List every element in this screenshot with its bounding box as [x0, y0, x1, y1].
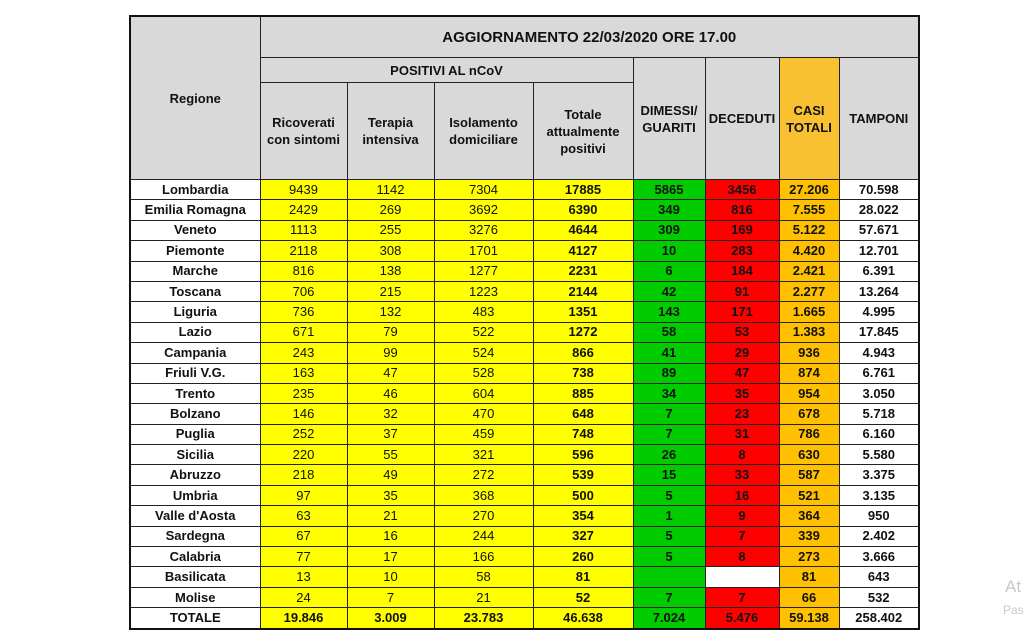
cell-isolamento: 270: [434, 506, 533, 526]
cell-terapia: 37: [347, 424, 434, 444]
cell-tamponi: 12.701: [839, 241, 919, 261]
table-row: [130, 547, 919, 567]
cell-deceduti: 184: [705, 261, 779, 281]
cell-isolamento: 528: [434, 363, 533, 383]
cell-totale-positivi: 6390: [533, 200, 633, 220]
cell-totale-positivi: 648: [533, 404, 633, 424]
cell-dimessi: 15: [633, 465, 705, 485]
cell-terapia: 7: [347, 587, 434, 607]
cell-casi-totali: 7.555: [779, 200, 839, 220]
cell-terapia: 255: [347, 220, 434, 240]
table-row: [130, 567, 919, 587]
total-tamponi: 258.402: [839, 608, 919, 630]
cell-terapia: 138: [347, 261, 434, 281]
total-ricoverati: 19.846: [260, 608, 347, 630]
cell-tamponi: 70.598: [839, 180, 919, 200]
cell-ricoverati: 97: [260, 485, 347, 505]
cell-deceduti: [705, 567, 779, 587]
cell-casi-totali: 27.206: [779, 180, 839, 200]
cell-regione: Molise: [130, 587, 260, 607]
header-tamponi: TAMPONI: [839, 58, 919, 180]
cell-ricoverati: 9439: [260, 180, 347, 200]
cell-casi-totali: 5.122: [779, 220, 839, 240]
cell-tamponi: 6.761: [839, 363, 919, 383]
cell-totale-positivi: 260: [533, 547, 633, 567]
cell-terapia: 10: [347, 567, 434, 587]
cell-ricoverati: 13: [260, 567, 347, 587]
cell-dimessi: 309: [633, 220, 705, 240]
cell-regione: Sicilia: [130, 445, 260, 465]
cell-tamponi: 5.718: [839, 404, 919, 424]
cell-dimessi: 34: [633, 383, 705, 403]
cell-ricoverati: 77: [260, 547, 347, 567]
cell-tamponi: 4.995: [839, 302, 919, 322]
cell-totale-positivi: 866: [533, 343, 633, 363]
cell-deceduti: 7: [705, 526, 779, 546]
cell-regione: Trento: [130, 383, 260, 403]
cell-terapia: 79: [347, 322, 434, 342]
cell-dimessi: 6: [633, 261, 705, 281]
cell-deceduti: 29: [705, 343, 779, 363]
cell-ricoverati: 243: [260, 343, 347, 363]
cell-casi-totali: 630: [779, 445, 839, 465]
cell-deceduti: 169: [705, 220, 779, 240]
total-casi-totali: 59.138: [779, 608, 839, 630]
cell-deceduti: 8: [705, 445, 779, 465]
cell-terapia: 17: [347, 547, 434, 567]
cell-deceduti: 35: [705, 383, 779, 403]
cell-regione: Toscana: [130, 281, 260, 301]
cell-ricoverati: 736: [260, 302, 347, 322]
cell-casi-totali: 4.420: [779, 241, 839, 261]
totals-row: [130, 608, 919, 630]
table-row: [130, 180, 919, 200]
cell-ricoverati: 1113: [260, 220, 347, 240]
cell-totale-positivi: 596: [533, 445, 633, 465]
cell-isolamento: 459: [434, 424, 533, 444]
table-row: [130, 200, 919, 220]
cell-isolamento: 21: [434, 587, 533, 607]
cell-isolamento: 58: [434, 567, 533, 587]
cell-dimessi: 5: [633, 485, 705, 505]
cell-casi-totali: 2.421: [779, 261, 839, 281]
cell-totale-positivi: 17885: [533, 180, 633, 200]
cell-isolamento: 272: [434, 465, 533, 485]
cell-tamponi: 532: [839, 587, 919, 607]
total-totale-positivi: 46.638: [533, 608, 633, 630]
cell-deceduti: 16: [705, 485, 779, 505]
cell-totale-positivi: 4127: [533, 241, 633, 261]
cell-terapia: 21: [347, 506, 434, 526]
cell-terapia: 308: [347, 241, 434, 261]
cell-dimessi: 26: [633, 445, 705, 465]
cell-ricoverati: 218: [260, 465, 347, 485]
cell-dimessi: 41: [633, 343, 705, 363]
total-regione: TOTALE: [130, 608, 260, 630]
covid-table-container: [129, 15, 920, 630]
table-row: [130, 587, 919, 607]
total-terapia: 3.009: [347, 608, 434, 630]
cell-isolamento: 244: [434, 526, 533, 546]
cell-regione: Veneto: [130, 220, 260, 240]
header-ricoverati: Ricoverati con sintomi: [260, 83, 347, 180]
cell-dimessi: 89: [633, 363, 705, 383]
cell-totale-positivi: 885: [533, 383, 633, 403]
cell-terapia: 47: [347, 363, 434, 383]
cell-casi-totali: 587: [779, 465, 839, 485]
cell-tamponi: 3.375: [839, 465, 919, 485]
cell-terapia: 215: [347, 281, 434, 301]
cell-deceduti: 53: [705, 322, 779, 342]
cell-regione: Basilicata: [130, 567, 260, 587]
cell-totale-positivi: 4644: [533, 220, 633, 240]
cell-isolamento: 470: [434, 404, 533, 424]
cell-regione: Piemonte: [130, 241, 260, 261]
cell-casi-totali: 521: [779, 485, 839, 505]
cell-deceduti: 9: [705, 506, 779, 526]
cell-tamponi: 6.391: [839, 261, 919, 281]
cell-terapia: 132: [347, 302, 434, 322]
header-positivi: POSITIVI AL nCoV: [260, 58, 633, 83]
cell-isolamento: 522: [434, 322, 533, 342]
cell-casi-totali: 2.277: [779, 281, 839, 301]
update-title: AGGIORNAMENTO 22/03/2020 ORE 17.00: [260, 16, 919, 58]
cell-dimessi: 349: [633, 200, 705, 220]
cell-tamponi: 3.666: [839, 547, 919, 567]
cell-totale-positivi: 738: [533, 363, 633, 383]
table-row: [130, 363, 919, 383]
cell-ricoverati: 235: [260, 383, 347, 403]
cell-regione: Umbria: [130, 485, 260, 505]
cell-regione: Puglia: [130, 424, 260, 444]
cell-casi-totali: 936: [779, 343, 839, 363]
cell-tamponi: 3.050: [839, 383, 919, 403]
cell-regione: Valle d'Aosta: [130, 506, 260, 526]
cell-regione: Calabria: [130, 547, 260, 567]
cell-deceduti: 23: [705, 404, 779, 424]
table-row: [130, 465, 919, 485]
cell-dimessi: 5865: [633, 180, 705, 200]
cell-dimessi: 5: [633, 547, 705, 567]
cell-totale-positivi: 1272: [533, 322, 633, 342]
watermark-line1: At: [1005, 577, 1022, 596]
cell-terapia: 32: [347, 404, 434, 424]
cell-ricoverati: 24: [260, 587, 347, 607]
cell-ricoverati: 671: [260, 322, 347, 342]
cell-dimessi: 7: [633, 424, 705, 444]
table-row: [130, 281, 919, 301]
cell-isolamento: 483: [434, 302, 533, 322]
cell-isolamento: 1277: [434, 261, 533, 281]
cell-tamponi: 6.160: [839, 424, 919, 444]
cell-terapia: 99: [347, 343, 434, 363]
cell-ricoverati: 63: [260, 506, 347, 526]
cell-ricoverati: 706: [260, 281, 347, 301]
header-deceduti: DECEDUTI: [705, 58, 779, 180]
cell-regione: Sardegna: [130, 526, 260, 546]
cell-ricoverati: 146: [260, 404, 347, 424]
header-casi-totali: CASI TOTALI: [779, 58, 839, 180]
cell-isolamento: 1223: [434, 281, 533, 301]
cell-totale-positivi: 52: [533, 587, 633, 607]
header-totale-positivi: Totale attualmente positivi: [533, 83, 633, 180]
cell-casi-totali: 66: [779, 587, 839, 607]
cell-totale-positivi: 354: [533, 506, 633, 526]
table-row: [130, 424, 919, 444]
cell-tamponi: 2.402: [839, 526, 919, 546]
cell-deceduti: 7: [705, 587, 779, 607]
cell-regione: Lazio: [130, 322, 260, 342]
table-row: [130, 506, 919, 526]
header-dimessi: DIMESSI/ GUARITI: [633, 58, 705, 180]
cell-regione: Emilia Romagna: [130, 200, 260, 220]
cell-isolamento: 1701: [434, 241, 533, 261]
cell-deceduti: 283: [705, 241, 779, 261]
cell-casi-totali: 874: [779, 363, 839, 383]
cell-casi-totali: 954: [779, 383, 839, 403]
table-row: [130, 220, 919, 240]
cell-deceduti: 47: [705, 363, 779, 383]
table-row: [130, 404, 919, 424]
cell-isolamento: 604: [434, 383, 533, 403]
cell-isolamento: 3692: [434, 200, 533, 220]
cell-casi-totali: 81: [779, 567, 839, 587]
cell-regione: Liguria: [130, 302, 260, 322]
table-row: [130, 261, 919, 281]
cell-dimessi: 143: [633, 302, 705, 322]
cell-totale-positivi: 2144: [533, 281, 633, 301]
cell-dimessi: 7: [633, 404, 705, 424]
header-terapia: Terapia intensiva: [347, 83, 434, 180]
cell-ricoverati: 2118: [260, 241, 347, 261]
cell-regione: Bolzano: [130, 404, 260, 424]
cell-totale-positivi: 327: [533, 526, 633, 546]
table-row: [130, 343, 919, 363]
cell-totale-positivi: 1351: [533, 302, 633, 322]
cell-terapia: 16: [347, 526, 434, 546]
cell-isolamento: 321: [434, 445, 533, 465]
table-row: [130, 526, 919, 546]
cell-casi-totali: 1.665: [779, 302, 839, 322]
cell-casi-totali: 786: [779, 424, 839, 444]
cell-regione: Abruzzo: [130, 465, 260, 485]
total-dimessi: 7.024: [633, 608, 705, 630]
cell-ricoverati: 163: [260, 363, 347, 383]
cell-deceduti: 31: [705, 424, 779, 444]
table-row: [130, 322, 919, 342]
watermark-line2: Pas: [1003, 603, 1024, 617]
total-deceduti: 5.476: [705, 608, 779, 630]
cell-terapia: 55: [347, 445, 434, 465]
cell-tamponi: 13.264: [839, 281, 919, 301]
cell-terapia: 269: [347, 200, 434, 220]
cell-terapia: 49: [347, 465, 434, 485]
cell-deceduti: 8: [705, 547, 779, 567]
cell-deceduti: 816: [705, 200, 779, 220]
cell-casi-totali: 339: [779, 526, 839, 546]
cell-casi-totali: 678: [779, 404, 839, 424]
cell-tamponi: 950: [839, 506, 919, 526]
table-row: [130, 383, 919, 403]
cell-tamponi: 5.580: [839, 445, 919, 465]
cell-ricoverati: 220: [260, 445, 347, 465]
cell-dimessi: [633, 567, 705, 587]
cell-regione: Marche: [130, 261, 260, 281]
cell-terapia: 46: [347, 383, 434, 403]
table-row: [130, 302, 919, 322]
cell-tamponi: 28.022: [839, 200, 919, 220]
cell-totale-positivi: 500: [533, 485, 633, 505]
cell-totale-positivi: 81: [533, 567, 633, 587]
cell-deceduti: 33: [705, 465, 779, 485]
table-row: [130, 485, 919, 505]
cell-casi-totali: 1.383: [779, 322, 839, 342]
cell-isolamento: 166: [434, 547, 533, 567]
cell-deceduti: 3456: [705, 180, 779, 200]
cell-regione: Friuli V.G.: [130, 363, 260, 383]
cell-casi-totali: 364: [779, 506, 839, 526]
cell-isolamento: 7304: [434, 180, 533, 200]
cell-regione: Campania: [130, 343, 260, 363]
cell-tamponi: 3.135: [839, 485, 919, 505]
cell-deceduti: 171: [705, 302, 779, 322]
cell-dimessi: 10: [633, 241, 705, 261]
cell-dimessi: 5: [633, 526, 705, 546]
cell-tamponi: 17.845: [839, 322, 919, 342]
cell-casi-totali: 273: [779, 547, 839, 567]
cell-totale-positivi: 748: [533, 424, 633, 444]
cell-totale-positivi: 539: [533, 465, 633, 485]
total-isolamento: 23.783: [434, 608, 533, 630]
cell-ricoverati: 252: [260, 424, 347, 444]
cell-isolamento: 368: [434, 485, 533, 505]
table-body: [130, 180, 919, 630]
cell-totale-positivi: 2231: [533, 261, 633, 281]
header-regione: Regione: [130, 16, 260, 180]
cell-terapia: 1142: [347, 180, 434, 200]
cell-ricoverati: 67: [260, 526, 347, 546]
cell-ricoverati: 816: [260, 261, 347, 281]
cell-dimessi: 58: [633, 322, 705, 342]
cell-tamponi: 57.671: [839, 220, 919, 240]
cell-dimessi: 1: [633, 506, 705, 526]
cell-tamponi: 4.943: [839, 343, 919, 363]
cell-isolamento: 3276: [434, 220, 533, 240]
cell-ricoverati: 2429: [260, 200, 347, 220]
table-row: [130, 445, 919, 465]
cell-regione: Lombardia: [130, 180, 260, 200]
cell-deceduti: 91: [705, 281, 779, 301]
cell-isolamento: 524: [434, 343, 533, 363]
cell-dimessi: 7: [633, 587, 705, 607]
cell-terapia: 35: [347, 485, 434, 505]
cell-dimessi: 42: [633, 281, 705, 301]
cell-tamponi: 643: [839, 567, 919, 587]
table-row: [130, 241, 919, 261]
covid-regional-table: [129, 15, 920, 630]
header-isolamento: Isolamento domiciliare: [434, 83, 533, 180]
